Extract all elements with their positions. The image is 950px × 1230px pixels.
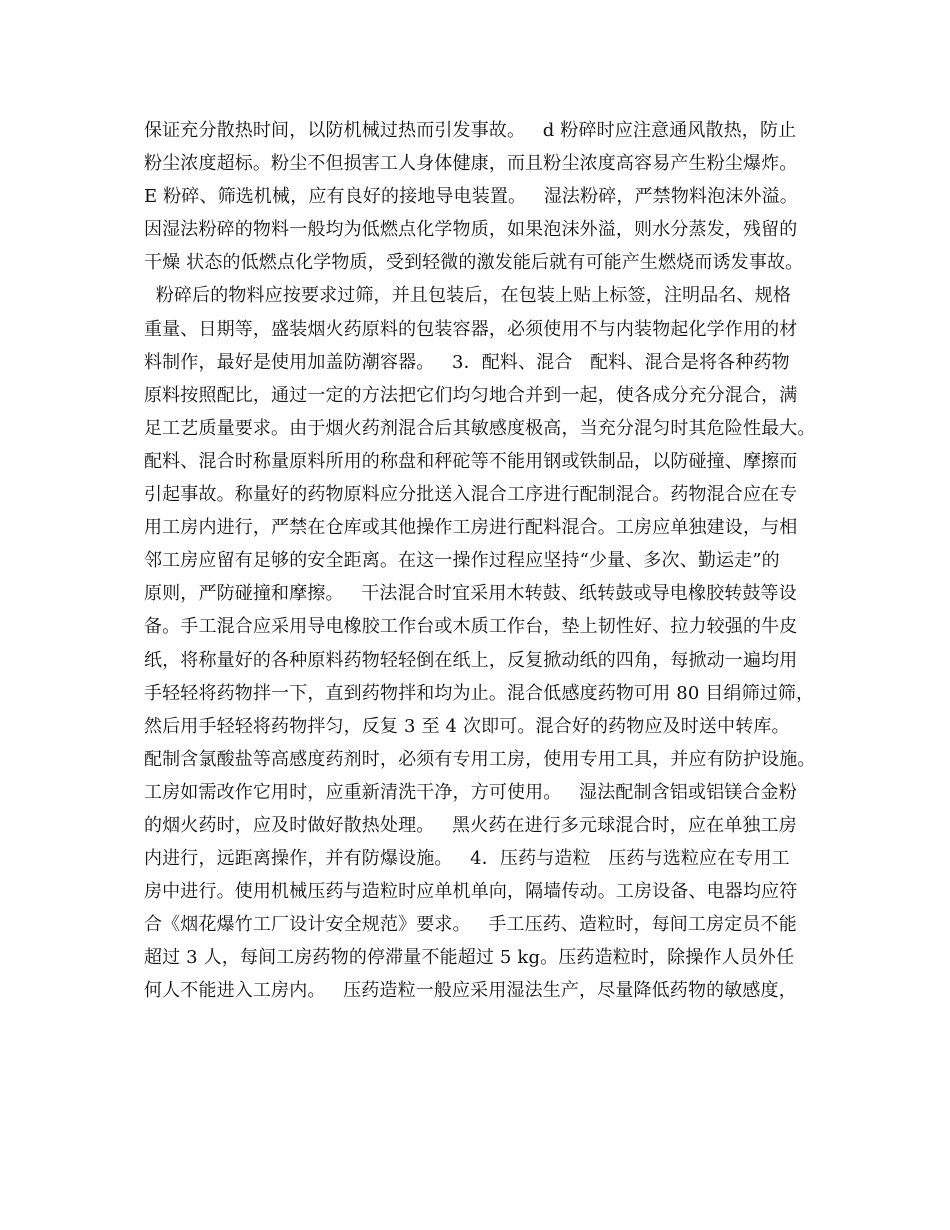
text-line: 手轻轻将药物拌一下，直到药物拌和均为止。混合低感度药物可用 80 目绢筛过筛，: [144, 682, 815, 704]
text-line: 引起事故。称量好的药物原料应分批送入混合工序进行配制混合。药物混合应在专: [144, 484, 798, 506]
text-line: 邻工房应留有足够的安全距离。在这一操作过程应坚持“少量、多次、勤运走”的: [144, 550, 780, 572]
text-line: 合《烟花爆竹工厂设计安全规范》要求。 手工压药、造粒时，每间工房定员不能: [144, 914, 797, 936]
text-line: 然后用手轻轻将药物拌匀，反复 3 至 4 次即可。混合好的药物应及时送中转库。: [144, 715, 790, 737]
text-line: 的烟火药时，应及时做好散热处理。 黑火药在进行多元球混合时，应在单独工房: [144, 814, 797, 836]
text-line: 房中进行。使用机械压药与造粒时应单机单向，隔墙传动。工房设备、电器均应符: [144, 881, 798, 903]
text-line: 原则，严防碰撞和摩擦。 干法混合时宜采用木转鼓、纸转鼓或导电橡胶转鼓等设: [144, 583, 797, 605]
text-line: 超过 3 人，每间工房药物的停滞量不能超过 5 kg。压药造粒时，除操作人员外任: [144, 947, 795, 969]
text-line: 重量、日期等，盛装烟火药原料的包装容器，必须使用不与内装物起化学作用的材: [144, 318, 798, 340]
text-line: 配料、混合时称量原料所用的称盘和秤砣等不能用钢或铁制品，以防碰撞、摩擦而: [144, 450, 798, 472]
body-text: [144, 114, 824, 1008]
text-line: 粉碎后的物料应按要求过筛，并且包装后，在包装上贴上标签，注明品名、规格: [144, 285, 791, 307]
text-line: 原料按照配比，通过一定的方法把它们均匀地合并到一起，使各成分充分混合，满: [144, 384, 798, 406]
text-line: 足工艺质量要求。由于烟火药剂混合后其敏感度极高，当充分混匀时其危险性最大。: [144, 417, 816, 439]
text-line: 粉尘浓度超标。粉尘不但损害工人身体健康，而且粉尘浓度高容易产生粉尘爆炸。: [144, 153, 798, 175]
text-line: E 粉碎、筛选机械，应有良好的接地导电装置。 湿法粉碎，严禁物料泡沫外溢。: [144, 186, 798, 208]
text-line: 何人不能进入工房内。 压药造粒一般应采用湿法生产，尽量降低药物的敏感度，: [144, 980, 797, 1002]
text-line: 工房如需改作它用时，应重新清洗干净，方可使用。 湿法配制含铝或铝镁合金粉: [144, 781, 797, 803]
text-line: 干燥 状态的低燃点化学物质，受到轻微的激发能后就有可能产生燃烧而诱发事故。: [144, 252, 804, 274]
text-line: 料制作，最好是使用加盖防潮容器。 3．配料、混合 配料、混合是将各种药物: [144, 351, 790, 373]
text-line: 备。手工混合应采用导电橡胶工作台或木质工作台，垫上韧性好、拉力较强的牛皮: [144, 616, 798, 638]
text-line: 纸，将称量好的各种原料药物轻轻倒在纸上，反复掀动纸的四角，每掀动一遍均用: [144, 649, 798, 671]
text-line: 配制含氯酸盐等高感度药剂时，必须有专用工房，使用专用工具，并应有防护设施。: [144, 748, 816, 770]
text-line: 内进行，远距离操作，并有防爆设施。 4．压药与造粒 压药与选粒应在专用工: [144, 848, 790, 870]
text-line: 保证充分散热时间，以防机械过热而引发事故。 d 粉碎时应注意通风散热，防止: [144, 120, 797, 141]
text-line: 用工房内进行，严禁在仓库或其他操作工房进行配料混合。工房应单独建设，与相: [144, 517, 798, 539]
text-line: 因湿法粉碎的物料一般均为低燃点化学物质，如果泡沫外溢，则水分蒸发，残留的: [144, 219, 798, 241]
